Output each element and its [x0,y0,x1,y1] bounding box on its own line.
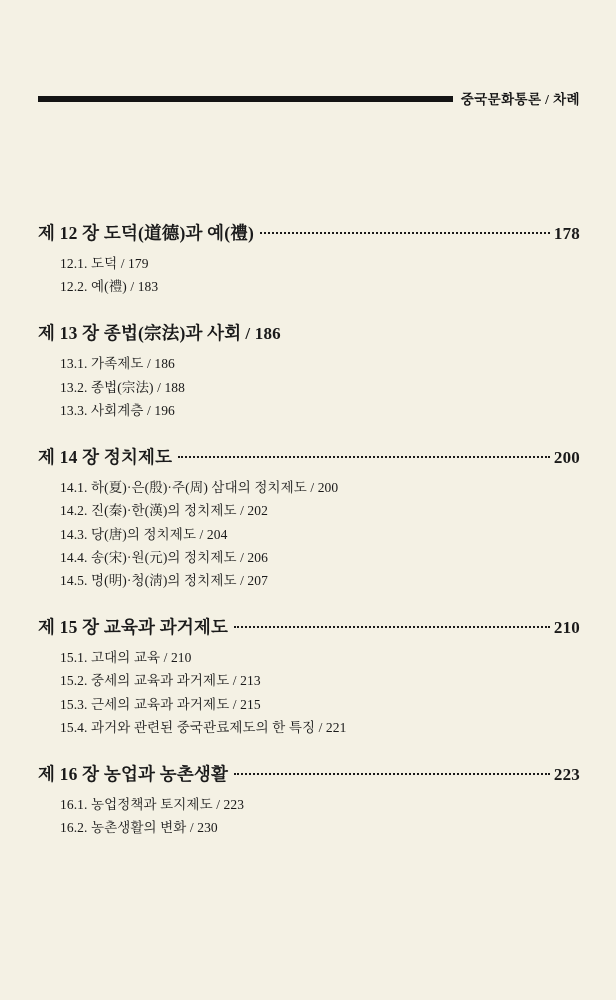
toc-chapter [38,220,580,298]
toc-chapter [38,761,580,839]
toc-entry: 15.1. 고대의 교육 / 210 [60,650,192,666]
leader-dots [260,232,550,234]
toc-entry-list [60,793,580,839]
toc-chapter-title: 제 13 장 종법(宗法)과 사회 [38,323,242,344]
leader-dots [234,626,550,628]
toc-entry: 14.1. 하(夏)·은(殷)·주(周) 삼대의 정치제도 / 200 [60,480,339,496]
toc-chapter-line [38,614,580,639]
toc-entry-list [60,252,580,298]
toc-entry: 15.2. 중세의 교육과 과거제도 / 213 [60,673,261,689]
toc-chapter [38,614,580,739]
toc-entry: 13.1. 가족제도 / 186 [60,356,175,372]
toc-entry-list [60,476,580,592]
toc-entry: 14.5. 명(明)·청(淸)의 정치제도 / 207 [60,572,268,588]
toc-entry: 14.3. 당(唐)의 정치제도 / 204 [60,526,228,542]
toc-entry: 13.3. 사회계층 / 196 [60,402,175,418]
toc-chapter-page: / 186 [245,324,281,344]
toc-entry: 16.2. 농촌생활의 변화 / 230 [60,820,218,836]
toc-entry: 12.1. 도덕 / 179 [60,256,149,271]
toc-chapter-page: 223 [553,765,580,785]
leader-dots [234,773,550,775]
toc-entry: 14.4. 송(宋)·원(元)의 정치제도 / 206 [60,549,268,565]
toc-entry: 16.1. 농업정책과 토지제도 / 223 [60,797,245,813]
toc-entry: 15.4. 과거와 관련된 중국관료제도의 한 특징 / 221 [60,719,347,735]
toc-chapter-title: 제 16 장 농업과 농촌생활 [38,764,229,785]
table-of-contents [38,220,580,852]
toc-entry: 12.2. 예(禮) / 183 [60,279,159,295]
header-title: 중국문화통론 / 차례 [460,92,580,107]
toc-chapter [38,320,580,422]
toc-chapter-title: 제 12 장 도덕(道德)과 예(禮) [38,223,255,243]
toc-chapter-page: 210 [553,618,580,638]
toc-chapter-line [38,320,580,345]
toc-entry-list [60,352,580,422]
toc-chapter-page: 178 [553,224,580,243]
toc-chapter-line [38,444,580,469]
toc-entry: 13.2. 종법(宗法) / 188 [60,379,185,395]
toc-chapter-line [38,220,580,245]
header-rule [38,96,453,102]
toc-chapter-title: 제 14 장 정치제도 [38,447,173,468]
toc-chapter-page: 200 [553,448,580,468]
toc-chapter-title: 제 15 장 교육과 과거제도 [38,617,229,638]
toc-chapter-line [38,761,580,786]
toc-entry-list [60,646,580,739]
toc-entry: 15.3. 근세의 교육과 과거제도 / 215 [60,696,261,712]
page-header [38,86,580,110]
toc-entry: 14.2. 진(秦)·한(漢)의 정치제도 / 202 [60,503,268,519]
toc-chapter [38,444,580,592]
leader-dots [178,456,550,458]
